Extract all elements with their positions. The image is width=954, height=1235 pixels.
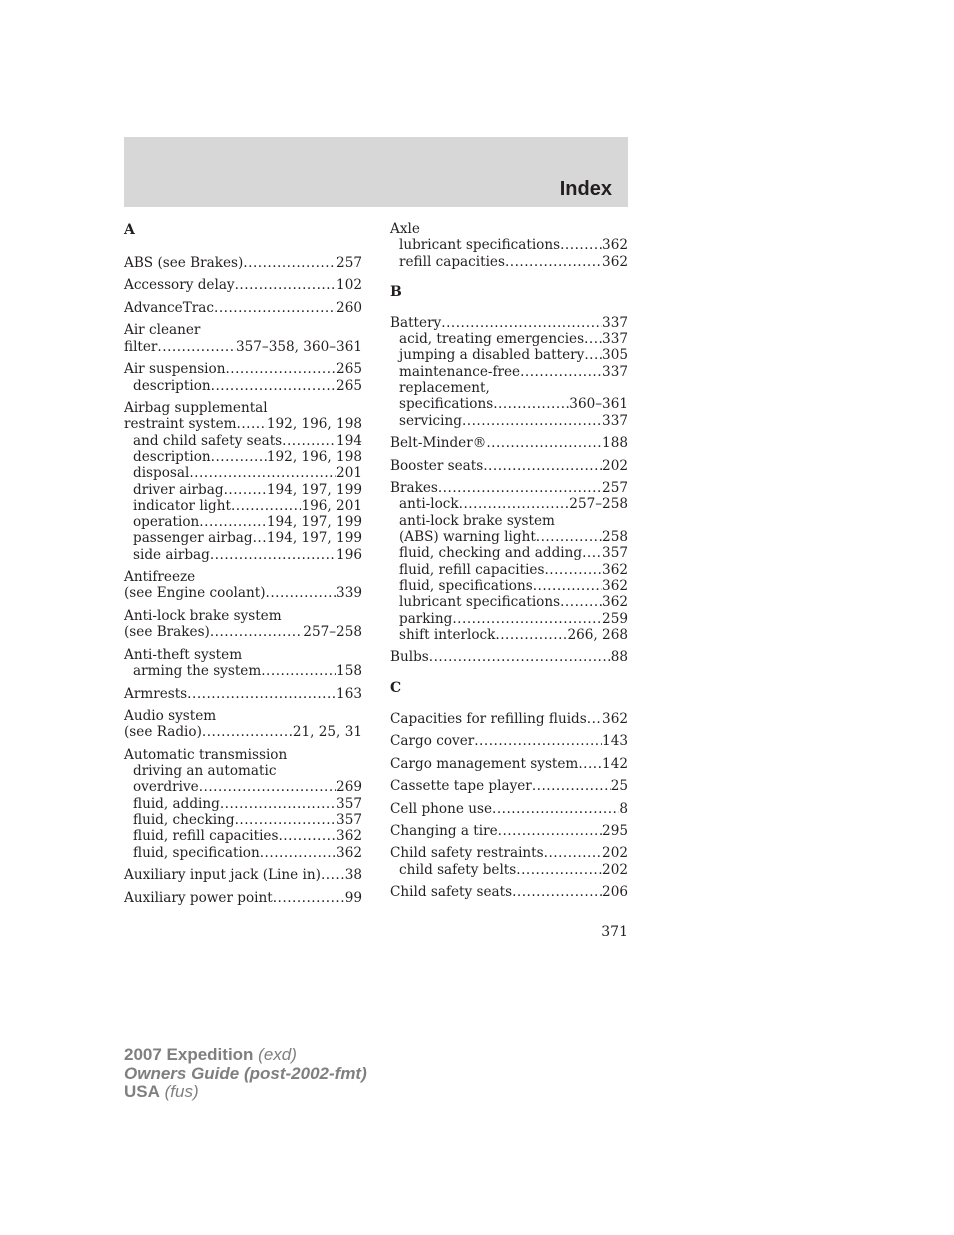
dot-leader <box>544 562 602 578</box>
entry-page: 192, 196, 198 <box>266 448 362 465</box>
entry-text: Accessory delay <box>124 277 235 294</box>
index-entry <box>390 823 628 839</box>
entry-text: (ABS) warning light <box>399 529 536 546</box>
entry-text: filter <box>124 338 158 355</box>
dot-leader <box>533 578 602 594</box>
entry-page: 357 <box>602 545 628 562</box>
entry-text: Capacities for refilling fluids <box>390 710 587 727</box>
page-title: Index <box>559 178 612 200</box>
index-entry <box>390 845 628 878</box>
index-line <box>124 624 362 640</box>
index-subentry <box>390 529 628 545</box>
entry-text: maintenance-free <box>399 363 521 380</box>
section-letter: B <box>390 283 402 300</box>
entry-text: fluid, adding <box>133 795 220 812</box>
dot-leader <box>560 594 602 610</box>
dot-leader <box>202 724 293 740</box>
entry-page: 337 <box>602 331 628 348</box>
entry-page: 201 <box>336 465 362 482</box>
entry-text: servicing <box>399 412 462 429</box>
entry-text: passenger airbag <box>133 530 253 547</box>
index-subentry <box>390 578 628 594</box>
entry-text: fluid, checking <box>133 811 235 828</box>
entry-page: 357 <box>336 811 362 828</box>
index-entry <box>390 778 628 794</box>
index-subentry <box>124 465 362 481</box>
index-line <box>390 458 628 474</box>
index-entry <box>390 711 628 727</box>
entry-text: fluid, refill capacities <box>399 561 545 578</box>
dot-leader <box>438 480 602 496</box>
header-band <box>124 137 628 207</box>
dot-leader <box>459 496 570 512</box>
index-line <box>390 778 628 794</box>
dot-leader <box>505 254 602 270</box>
entry-text: description <box>133 448 211 465</box>
entry-text: lubricant specifications <box>399 237 561 254</box>
entry-page: 362 <box>602 237 628 254</box>
index-entry <box>124 647 362 680</box>
index-entry <box>390 221 628 270</box>
index-subentry <box>390 545 628 561</box>
dot-leader <box>231 498 302 514</box>
index-subentry <box>124 845 362 861</box>
dot-leader <box>512 884 602 900</box>
index-line <box>390 733 628 749</box>
entry-page: 362 <box>602 253 628 270</box>
entry-text: Battery <box>390 314 442 331</box>
index-subentry <box>124 482 362 498</box>
entry-page: 163 <box>336 685 362 702</box>
entry-page: 362 <box>602 577 628 594</box>
dot-leader <box>495 627 567 643</box>
index-line <box>124 416 362 432</box>
entry-text: fluid, checking and adding <box>399 545 583 562</box>
index-line <box>390 315 628 331</box>
entry-page: 265 <box>336 361 362 378</box>
index-entry <box>124 322 362 355</box>
entry-page: 202 <box>602 457 628 474</box>
index-entry <box>124 686 362 702</box>
index-subentry <box>124 530 362 546</box>
index-subentry <box>390 347 628 363</box>
footer-model-code: (exd) <box>258 1045 297 1064</box>
index-entry <box>390 649 628 665</box>
index-line <box>124 867 362 883</box>
index-subentry <box>124 449 362 465</box>
entry-text: (see Brakes) <box>124 624 210 641</box>
entry-text: restraint system <box>124 416 237 433</box>
dot-leader <box>584 347 602 363</box>
entry-page: 339 <box>336 585 362 602</box>
index-line <box>390 756 628 772</box>
entry-text: driving an automatic <box>133 763 277 780</box>
dot-leader <box>211 449 267 465</box>
index-entry <box>124 747 362 861</box>
index-line <box>124 890 362 906</box>
dot-leader <box>492 801 619 817</box>
entry-text: Anti-lock brake system <box>124 607 282 624</box>
index-line <box>124 647 362 663</box>
entry-page: 260 <box>336 299 362 316</box>
entry-text: operation <box>133 514 200 531</box>
entry-text: (see Radio) <box>124 724 202 741</box>
dot-leader <box>536 529 602 545</box>
index-entry <box>390 756 628 772</box>
index-subentry <box>390 627 628 643</box>
entry-text: Booster seats <box>390 457 484 474</box>
entry-page: 194, 197, 199 <box>266 530 362 547</box>
footer-market-code: (fus) <box>164 1082 199 1101</box>
section-letter: A <box>124 222 135 238</box>
index-subentry <box>390 254 628 270</box>
dot-leader <box>544 845 602 861</box>
entry-page: 305 <box>602 347 628 364</box>
entry-text: Cargo cover <box>390 733 475 750</box>
entry-text: Belt-Minder® <box>390 435 487 452</box>
index-line <box>124 361 362 377</box>
entry-page: 38 <box>344 867 362 884</box>
dot-leader <box>578 756 602 772</box>
index-entry <box>124 400 362 563</box>
index-entry <box>124 361 362 394</box>
index-entry <box>124 300 362 316</box>
dot-leader <box>429 649 611 665</box>
footer-line-2: Owners Guide (post-2002-fmt) <box>124 1063 367 1083</box>
index-line <box>390 823 628 839</box>
index-line <box>390 649 628 665</box>
index-subentry <box>124 796 362 812</box>
index-entry <box>124 569 362 602</box>
dot-leader <box>452 611 602 627</box>
index-entry <box>124 255 362 271</box>
entry-text: fluid, specification <box>133 844 260 861</box>
entry-text: Airbag supplemental <box>124 400 268 417</box>
footer-line-1 <box>124 1046 367 1065</box>
footer <box>124 1046 367 1102</box>
index-subentry <box>124 433 362 449</box>
dot-leader <box>582 545 602 561</box>
index-entry <box>124 890 362 906</box>
index-subentry <box>390 594 628 610</box>
footer-line-3 <box>124 1083 367 1102</box>
index-entry <box>390 884 628 900</box>
dot-leader <box>224 482 267 498</box>
dot-leader <box>516 862 602 878</box>
index-entry <box>124 708 362 741</box>
index-line <box>124 747 362 763</box>
entry-page: 143 <box>602 733 628 750</box>
entry-text: Auxiliary input jack (Line in) <box>124 867 321 884</box>
entry-text: Air cleaner <box>124 322 201 339</box>
entry-text: Audio system <box>124 708 217 724</box>
index-subentry <box>390 331 628 347</box>
entry-text: lubricant specifications <box>399 594 561 611</box>
index-subentry <box>124 378 362 394</box>
entry-page: 99 <box>344 889 362 906</box>
dot-leader <box>532 778 611 794</box>
entry-page: 269 <box>336 779 362 796</box>
entry-text: anti-lock <box>399 496 459 513</box>
dot-leader <box>261 663 336 679</box>
entry-page: 266, 268 <box>567 626 628 643</box>
dot-leader <box>199 779 336 795</box>
entry-text: AdvanceTrac <box>124 299 214 316</box>
index-line <box>390 845 628 861</box>
index-line <box>124 255 362 271</box>
entry-page: 158 <box>336 663 362 680</box>
entry-text: Changing a tire <box>390 823 498 839</box>
entry-text: Antifreeze <box>124 569 196 586</box>
index-line <box>124 608 362 624</box>
dot-leader <box>253 530 267 546</box>
entry-text: jumping a disabled battery <box>399 347 585 364</box>
entry-page: 362 <box>602 594 628 611</box>
index-subentry <box>124 663 362 679</box>
index-line <box>390 435 628 451</box>
index-line <box>390 480 628 496</box>
entry-page: 337 <box>602 363 628 380</box>
entry-page: 258 <box>602 529 628 546</box>
index-line <box>124 569 362 585</box>
entry-page: 142 <box>602 755 628 772</box>
entry-page: 202 <box>602 845 628 862</box>
dot-leader <box>220 796 336 812</box>
dot-leader <box>235 277 336 293</box>
entry-page: 360–361 <box>569 396 628 413</box>
index-line <box>390 221 628 237</box>
entry-text: parking <box>399 610 453 627</box>
entry-text: disposal <box>133 465 190 482</box>
index-subentry <box>390 396 628 412</box>
entry-text: ABS (see Brakes) <box>124 255 244 271</box>
index-entry <box>390 458 628 474</box>
entry-page: 194, 197, 199 <box>266 514 362 531</box>
index-line <box>124 686 362 702</box>
dot-leader <box>235 812 336 828</box>
entry-text: specifications <box>399 396 494 413</box>
index-line <box>124 585 362 601</box>
index-entry <box>390 733 628 749</box>
entry-page: 357–358, 360–361 <box>235 338 362 355</box>
dot-leader <box>199 514 267 530</box>
dot-leader <box>210 547 336 563</box>
entry-text: Air suspension <box>124 361 226 378</box>
index-subentry <box>124 514 362 530</box>
index-subentry <box>390 513 628 529</box>
entry-page: 8 <box>619 800 628 817</box>
entry-page: 88 <box>610 649 628 666</box>
index-entry <box>390 435 628 451</box>
entry-text: Anti-theft system <box>124 646 243 663</box>
entry-page: 194 <box>336 432 362 449</box>
entry-page: 362 <box>336 828 362 845</box>
dot-leader <box>157 339 236 355</box>
index-subentry <box>390 862 628 878</box>
index-subentry <box>390 380 628 396</box>
entry-text: Child safety seats <box>390 884 513 901</box>
index-subentry <box>390 364 628 380</box>
index-subentry <box>124 828 362 844</box>
entry-page: 257–258 <box>569 496 628 513</box>
entry-page: 192, 196, 198 <box>266 416 362 433</box>
index-subentry <box>390 237 628 253</box>
index-line <box>124 400 362 416</box>
entry-page: 257–258 <box>303 624 362 641</box>
entry-page: 257 <box>336 255 362 271</box>
dot-leader <box>486 435 602 451</box>
entry-text: fluid, specifications <box>399 577 533 594</box>
entry-page: 337 <box>602 314 628 331</box>
dot-leader <box>273 890 345 906</box>
index-column-right <box>390 221 628 907</box>
index-line <box>124 300 362 316</box>
dot-leader <box>587 711 602 727</box>
page-number: 371 <box>601 924 628 940</box>
dot-leader <box>483 458 602 474</box>
index-subentry <box>390 611 628 627</box>
dot-leader <box>211 378 336 394</box>
index-entry <box>124 608 362 641</box>
dot-leader <box>498 823 602 839</box>
dot-leader <box>189 465 336 481</box>
dot-leader <box>214 300 336 316</box>
dot-leader <box>260 845 336 861</box>
index-subentry <box>124 547 362 563</box>
dot-leader <box>225 361 336 377</box>
dot-leader <box>560 237 602 253</box>
entry-text: shift interlock <box>399 626 496 643</box>
entry-text: and child safety seats <box>133 432 283 449</box>
entry-text: child safety belts <box>399 861 517 878</box>
dot-leader <box>493 396 569 412</box>
dot-leader <box>266 585 337 601</box>
entry-page: 196 <box>336 546 362 563</box>
entry-text: Bulbs <box>390 649 429 666</box>
entry-text: description <box>133 377 211 394</box>
entry-text: Automatic transmission <box>124 746 288 763</box>
dot-leader <box>278 828 336 844</box>
section-letter: C <box>390 679 402 696</box>
entry-text: Child safety restraints <box>390 845 544 862</box>
entry-text: anti-lock brake system <box>399 512 555 529</box>
entry-page: 259 <box>602 610 628 627</box>
index-subentry <box>390 496 628 512</box>
index-line <box>124 339 362 355</box>
entry-text: fluid, refill capacities <box>133 828 279 845</box>
entry-page: 102 <box>336 277 362 294</box>
entry-text: driver airbag <box>133 481 224 498</box>
index-subentry <box>124 779 362 795</box>
entry-text: replacement, <box>399 380 490 397</box>
dot-leader <box>321 867 345 883</box>
dot-leader <box>462 413 602 429</box>
entry-page: 206 <box>602 884 628 901</box>
dot-leader <box>282 433 336 449</box>
entry-text: Brakes <box>390 480 438 497</box>
index-column-left <box>124 221 362 912</box>
footer-market: USA <box>124 1082 160 1101</box>
index-line <box>124 277 362 293</box>
entry-text: acid, treating emergencies <box>399 331 585 348</box>
index-line <box>124 322 362 338</box>
entry-text: Armrests <box>124 685 188 702</box>
entry-page: 357 <box>336 795 362 812</box>
index-line <box>124 708 362 724</box>
entry-text: Cargo management system <box>390 755 579 772</box>
dot-leader <box>210 624 303 640</box>
index-subentry <box>390 413 628 429</box>
entry-text: arming the system <box>133 663 262 680</box>
entry-text: Axle <box>390 221 420 237</box>
index-entry <box>390 315 628 429</box>
index-entry <box>390 480 628 643</box>
entry-page: 188 <box>602 435 628 452</box>
entry-page: 25 <box>610 778 628 795</box>
entry-text: indicator light <box>133 497 231 514</box>
entry-page: 202 <box>602 861 628 878</box>
entry-page: 21, 25, 31 <box>292 724 362 741</box>
index-line <box>390 884 628 900</box>
entry-text: Auxiliary power point <box>124 889 273 906</box>
entry-text: Cell phone use <box>390 800 492 817</box>
dot-leader <box>441 315 602 331</box>
entry-page: 194, 197, 199 <box>266 481 362 498</box>
dot-leader <box>474 733 602 749</box>
entry-page: 295 <box>602 823 628 839</box>
entry-page: 362 <box>336 844 362 861</box>
entry-text: side airbag <box>133 546 210 563</box>
dot-leader <box>520 364 602 380</box>
index-entry <box>124 867 362 883</box>
entry-page: 265 <box>336 377 362 394</box>
entry-text: overdrive <box>133 779 199 796</box>
dot-leader <box>237 416 267 432</box>
dot-leader <box>243 255 336 271</box>
entry-page: 337 <box>602 412 628 429</box>
index-subentry <box>390 562 628 578</box>
entry-text: (see Engine coolant) <box>124 585 266 602</box>
dot-leader <box>187 686 336 702</box>
entry-page: 257 <box>602 480 628 497</box>
index-entry <box>390 801 628 817</box>
index-subentry <box>124 763 362 779</box>
entry-page: 196, 201 <box>301 497 362 514</box>
entry-page: 362 <box>602 710 628 727</box>
entry-text: refill capacities <box>399 253 505 270</box>
index-subentry <box>124 812 362 828</box>
entry-text: Cassette tape player <box>390 778 532 795</box>
index-line <box>390 711 628 727</box>
dot-leader <box>584 331 602 347</box>
index-line <box>390 801 628 817</box>
footer-model: 2007 Expedition <box>124 1045 254 1064</box>
index-entry <box>124 277 362 293</box>
index-line <box>124 724 362 740</box>
index-subentry <box>124 498 362 514</box>
entry-page: 362 <box>602 561 628 578</box>
